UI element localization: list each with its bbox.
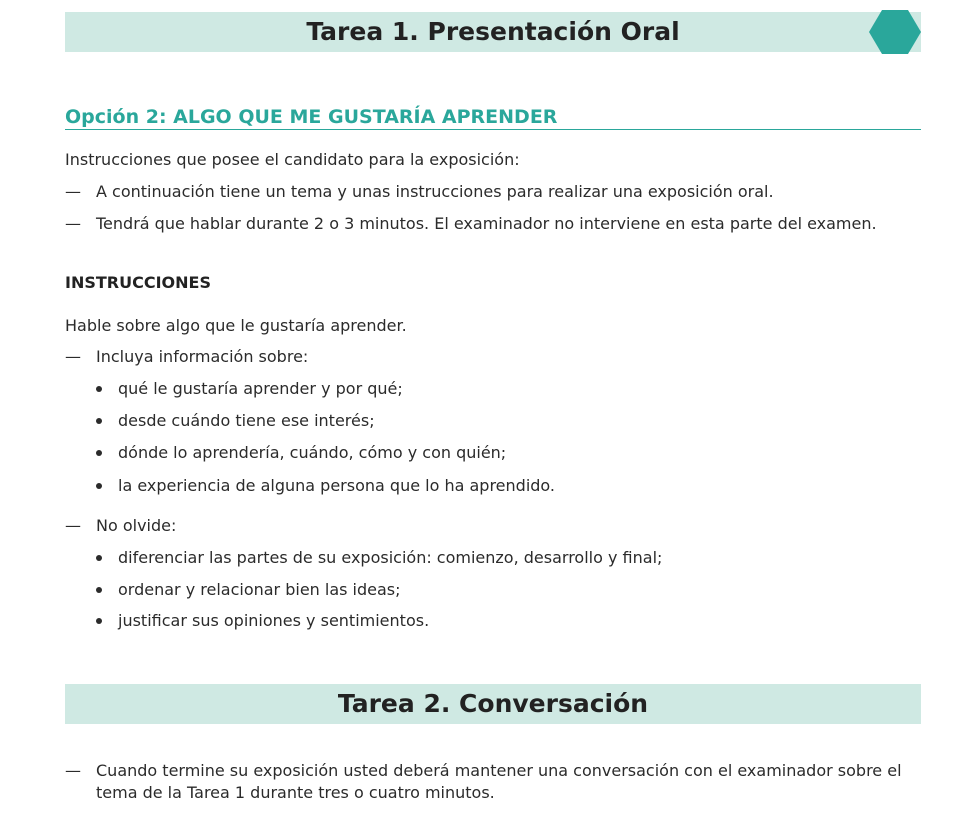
bullet-icon (96, 386, 102, 392)
list-item-text: A continuación tiene un tema y unas instrucciones para realizar una exposición oral. (96, 182, 774, 201)
task1-title: Tarea 1. Presentación Oral (306, 17, 680, 46)
instructions-intro: Hable sobre algo que le gustaría aprender. (65, 316, 407, 335)
bullet-icon (96, 587, 102, 593)
bullet-text: dónde lo aprendería, cuándo, cómo y con quién; (118, 443, 507, 462)
remember-label: No olvide: (96, 516, 177, 535)
dash-marker: — (65, 182, 81, 201)
dash-marker: — (65, 761, 81, 780)
task2-title: Tarea 2. Conversación (337, 689, 649, 718)
candidate-intro: Instrucciones que posee el candidato para la exposición: (65, 150, 520, 169)
bullet-icon (96, 555, 102, 561)
option-heading: Opción 2: ALGO QUE ME GUSTARÍA APRENDER (65, 104, 921, 130)
bullet-text: justificar sus opiniones y sentimientos. (118, 611, 430, 630)
bullet-icon (96, 483, 102, 489)
bullet-text: qué le gustaría aprender y por qué; (118, 379, 403, 398)
task2-text: Cuando termine su exposición usted deberá mantener una conversación con el examinador sobre el tema de la Tarea 1 durante tres o cuatro minutos. (96, 761, 902, 802)
dash-marker: — (65, 214, 81, 233)
bullet-icon (96, 450, 102, 456)
bullet-text: la experiencia de alguna persona que lo ha aprendido. (118, 476, 556, 495)
bullet-icon (96, 418, 102, 424)
task2-banner (65, 684, 921, 724)
bullet-text: desde cuándo tiene ese interés; (118, 411, 375, 430)
list-item-text: Tendrá que hablar durante 2 o 3 minutos. El examinador no interviene en esta parte del examen. (96, 214, 877, 233)
bullet-icon (96, 618, 102, 624)
bullet-text: diferenciar las partes de su exposición: comienzo, desarrollo y final; (118, 548, 663, 567)
hexagon-icon (869, 10, 921, 54)
task1-banner (65, 12, 921, 52)
dash-marker: — (65, 347, 81, 366)
bullet-text: ordenar y relacionar bien las ideas; (118, 580, 401, 599)
include-label: Incluya información sobre: (96, 347, 309, 366)
dash-marker: — (65, 516, 81, 535)
instructions-heading: INSTRUCCIONES (65, 273, 211, 292)
